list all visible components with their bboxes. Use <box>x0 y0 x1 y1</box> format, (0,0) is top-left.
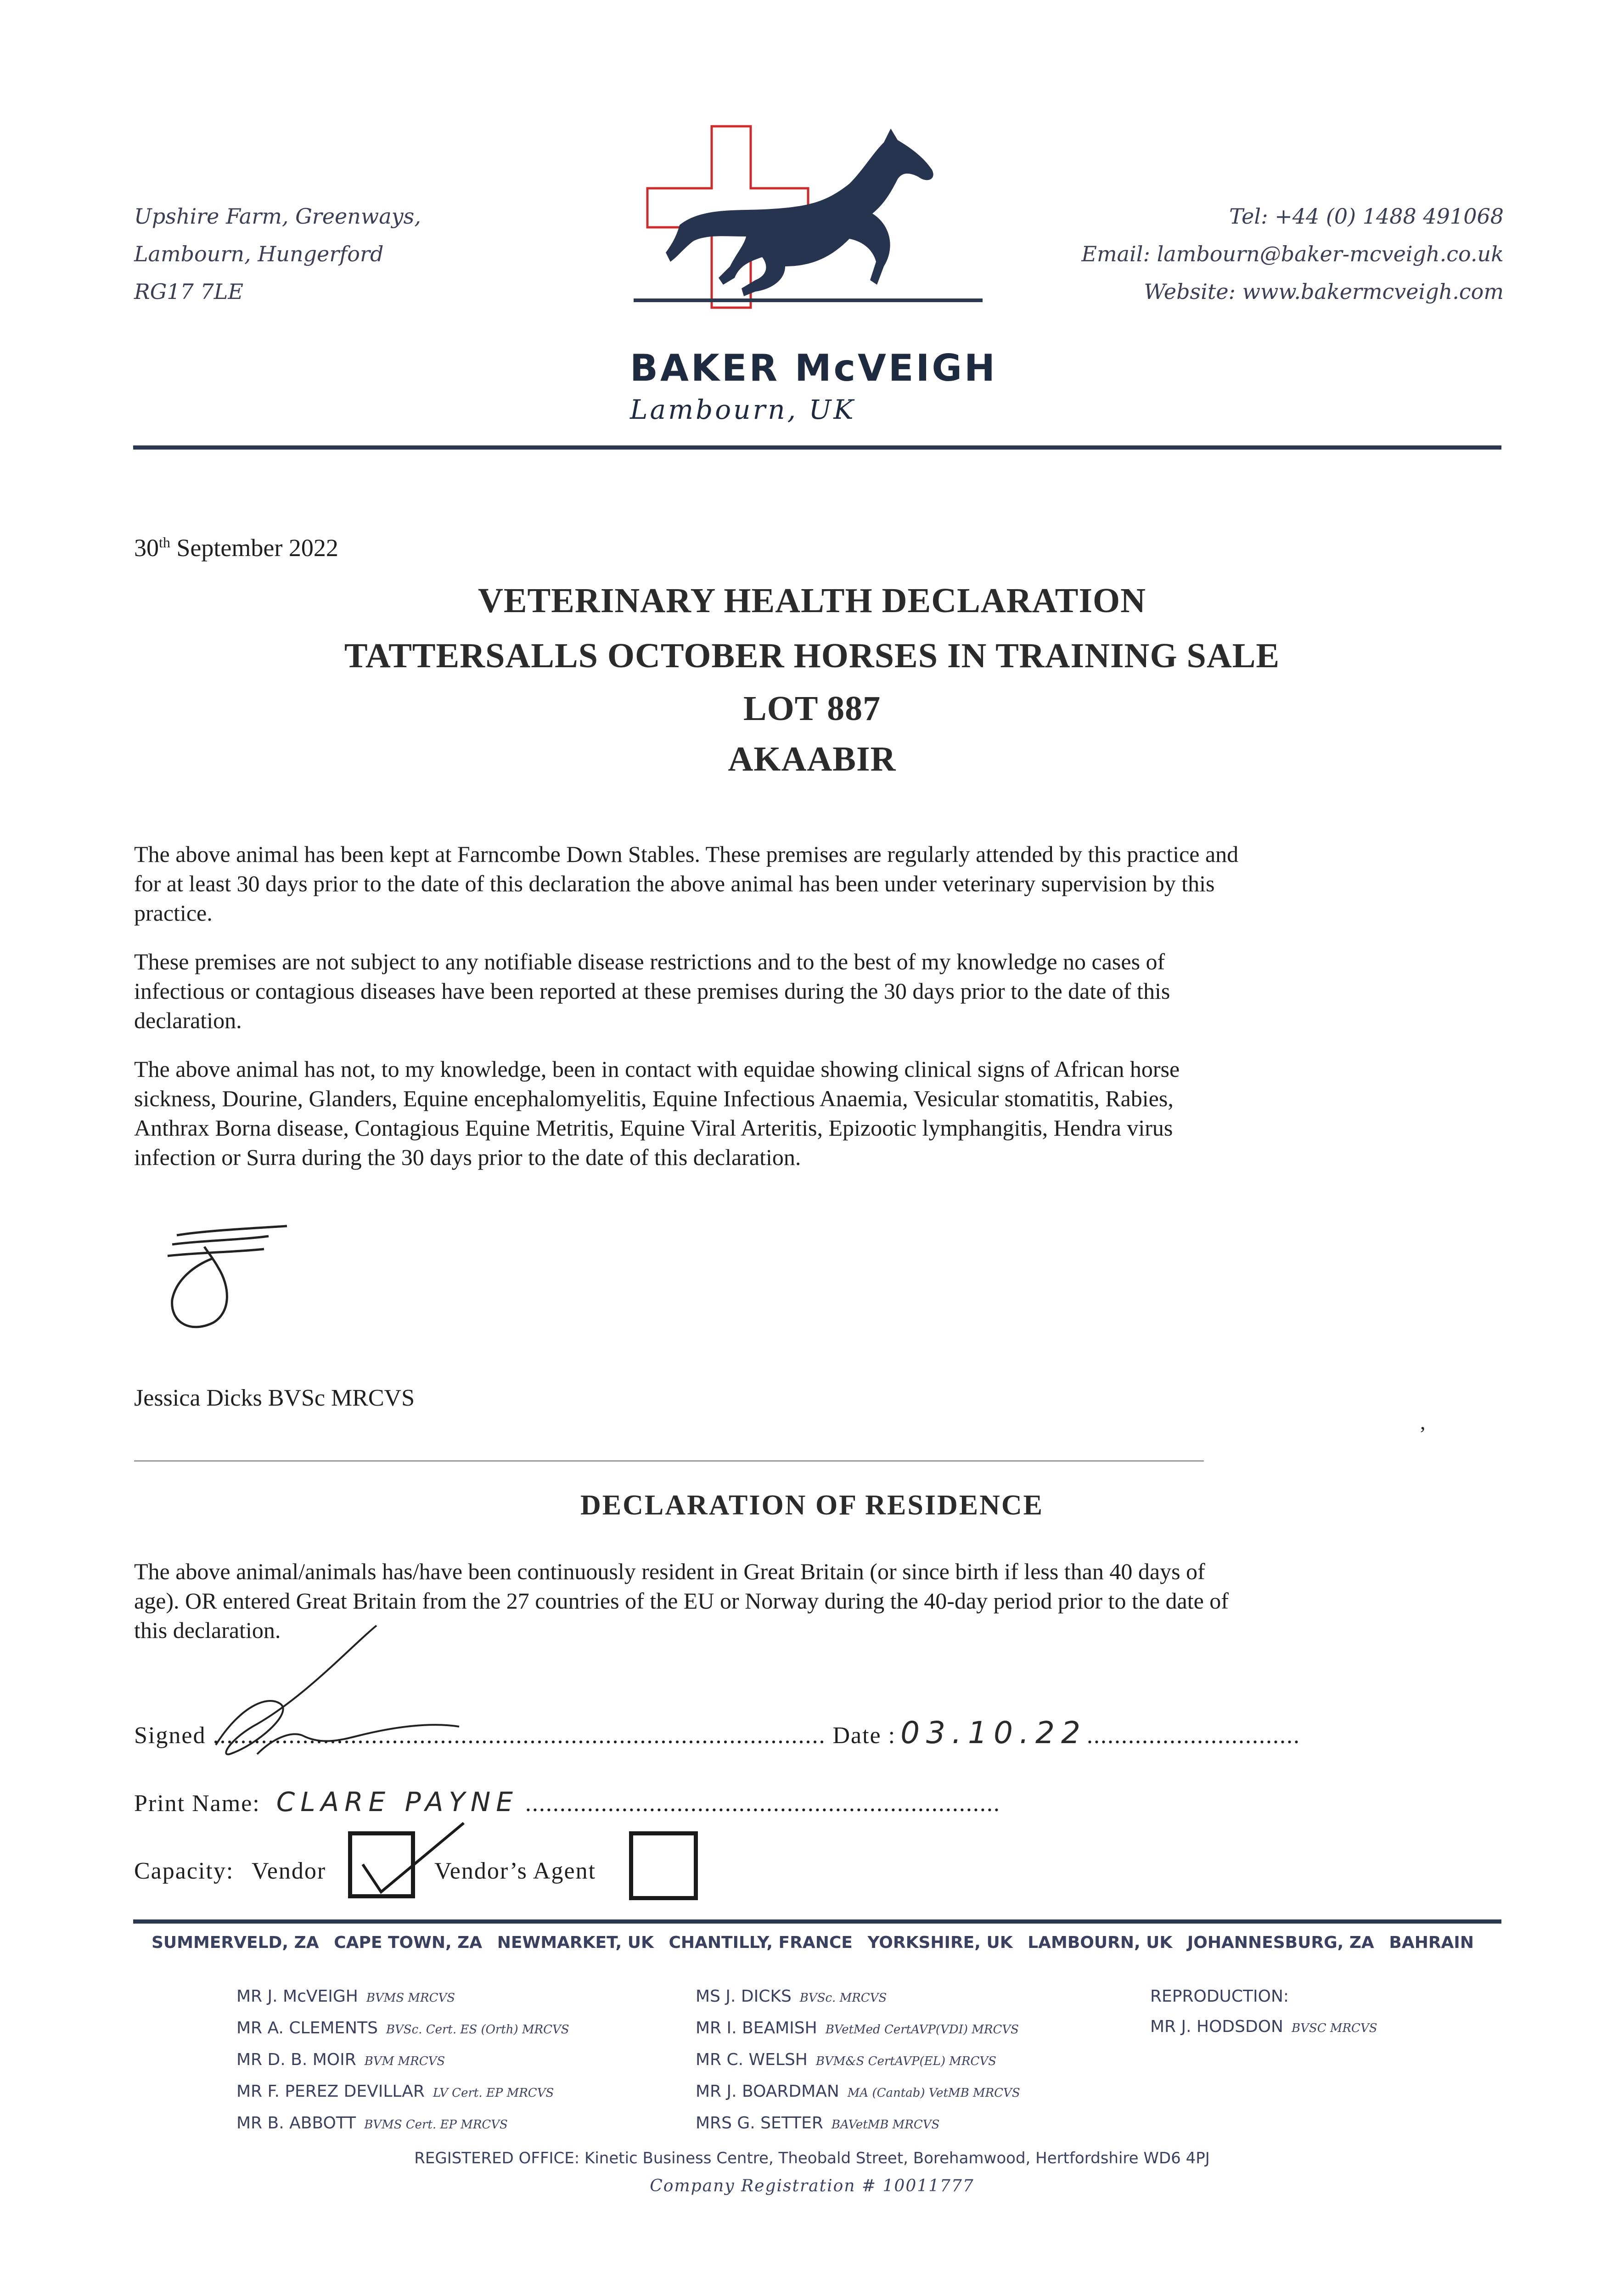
office-item: BAHRAIN <box>1389 1933 1474 1952</box>
staff-entry: MR A. CLEMENTS BVSc. Cert. ES (Orth) MRCVS <box>236 2019 569 2037</box>
vendors-agent-checkbox[interactable] <box>629 1831 698 1900</box>
office-item: YORKSHIRE, UK <box>867 1933 1013 1952</box>
residence-title: DECLARATION OF RESIDENCE <box>580 1490 1044 1521</box>
signed-row <box>134 1715 1300 1750</box>
contact-diseases-paragraph: The above animal has not, to my knowledge, been in contact with equidae showing clinical signs of African horse sickness, Dourine, Glanders, Equine encephalomyelitis, Equine Infectious Anaemia, Vesicular stomatitis, Rabies, Anthrax Borna disease, Contagious Equine Metritis, Equine Viral Arteritis, Epizootic lymphangitis, Hendra virus infection or Surra during the 30 days prior to the date of this declaration. <box>134 1056 1180 1170</box>
footer-divider <box>133 1919 1501 1924</box>
staff-entry: MR J. BOARDMAN MA (Cantab) VetMB MRCVS <box>696 2082 1020 2101</box>
section-divider <box>134 1460 1204 1462</box>
date-label: Date : <box>832 1722 896 1749</box>
brand-location: Lambourn, UK <box>630 394 856 425</box>
staff-entry: MR D. B. MOIR BVM MRCVS <box>236 2050 445 2069</box>
residence-statement: The above animal/animals has/have been continuously resident in Great Britain (or since birth if less than 40 days of age). OR entered Great Britain from the 27 countries of the EU or Norway during the 40-day period prior to the date of this declaration. <box>134 1559 1229 1643</box>
office-item: NEWMARKET, UK <box>497 1933 654 1952</box>
reproduction-heading: REPRODUCTION: <box>1150 1987 1289 2006</box>
staff-column-2 <box>696 1981 1020 2140</box>
office-item: JOHANNESBURG, ZA <box>1187 1933 1374 1952</box>
vet-signatory-name: Jessica Dicks BVSc MRCVS <box>134 1385 415 1411</box>
practice-contact <box>1081 197 1504 310</box>
lot-number: LOT 887 <box>743 689 881 728</box>
print-name-value[interactable]: CLARE PAYNE <box>276 1786 518 1818</box>
staff-column-1 <box>236 1981 569 2140</box>
contact-website: Website: www.bakermcveigh.com <box>1144 279 1504 304</box>
brand-name: BAKER McVEIGH <box>630 347 997 389</box>
vendor-label: Vendor <box>252 1858 326 1884</box>
staff-entry: MR C. WELSH BVM&S CertAVP(EL) MRCVS <box>696 2050 996 2069</box>
date-line: ............................... <box>1086 1722 1300 1749</box>
capacity-label: Capacity: <box>134 1858 234 1884</box>
contact-email: Email: lambourn@baker-mcveigh.co.uk <box>1081 242 1504 266</box>
office-item: CHANTILLY, FRANCE <box>669 1933 853 1952</box>
sale-title: TATTERSALLS OCTOBER HORSES IN TRAINING SALE <box>344 636 1280 675</box>
print-name-line: ..................................................................... <box>525 1790 1000 1817</box>
address-line: RG17 7LE <box>134 279 243 304</box>
office-locations <box>152 1933 1474 1952</box>
vendors-agent-label: Vendor’s Agent <box>434 1858 596 1884</box>
company-registration: Company Registration # 10011777 <box>650 2177 974 2195</box>
practice-address <box>134 197 421 310</box>
signed-label: Signed <box>134 1722 206 1749</box>
header-divider <box>133 445 1501 450</box>
address-line: Upshire Farm, Greenways, <box>134 204 421 229</box>
office-item: SUMMERVELD, ZA <box>152 1933 319 1952</box>
office-item: LAMBOURN, UK <box>1028 1933 1173 1952</box>
date-value[interactable]: 03.10.22 <box>900 1715 1087 1750</box>
print-name-row <box>134 1786 1000 1818</box>
address-line: Lambourn, Hungerford <box>134 242 384 266</box>
staff-entry: MR J. HODSDON BVSC MRCVS <box>1150 2017 1377 2036</box>
staff-entry: MRS G. SETTER BAVetMB MRCVS <box>696 2114 940 2133</box>
office-item: CAPE TOWN, ZA <box>334 1933 483 1952</box>
contact-phone: Tel: +44 (0) 1488 491068 <box>1229 204 1504 229</box>
horse-name: AKAABIR <box>728 740 896 778</box>
registered-office: REGISTERED OFFICE: Kinetic Business Centre, Theobald Street, Borehamwood, Hertfordshire WD6 4PJ <box>414 2149 1210 2167</box>
staff-column-3 <box>1150 1981 1377 2043</box>
signed-line[interactable]: ......................................................................................... <box>213 1722 826 1749</box>
staff-entry: MS J. DICKS BVSc. MRCVS <box>696 1987 887 2006</box>
staff-entry: MR B. ABBOTT BVMS Cert. EP MRCVS <box>236 2114 508 2133</box>
staff-entry: MR F. PEREZ DEVILLAR LV Cert. EP MRCVS <box>236 2082 554 2101</box>
supervision-paragraph: The above animal has been kept at Farncombe Down Stables. These premises are regularly attended by this practice and for at least 30 days prior to the date of this declaration the above animal has been under veterinary supervision by this practice. <box>134 841 1239 926</box>
red-cross-and-galloping-horse-logo <box>634 115 983 344</box>
vet-signature <box>149 1208 301 1345</box>
letter-date: 30th September 2022 <box>134 534 338 562</box>
staff-entry: MR J. McVEIGH BVMS MRCVS <box>236 1987 455 2006</box>
declaration-title: VETERINARY HEALTH DECLARATION <box>478 581 1146 620</box>
staff-entry: MR I. BEAMISH BVetMed CertAVP(VDI) MRCVS <box>696 2019 1019 2037</box>
disease-restrictions-paragraph: These premises are not subject to any notifiable disease restrictions and to the best of my knowledge no cases of infectious or contagious diseases have been reported at these premises during the 30 days prior to the date of this declaration. <box>134 949 1170 1033</box>
print-name-label: Print Name: <box>134 1790 260 1817</box>
stray-mark: , <box>1420 1410 1426 1434</box>
